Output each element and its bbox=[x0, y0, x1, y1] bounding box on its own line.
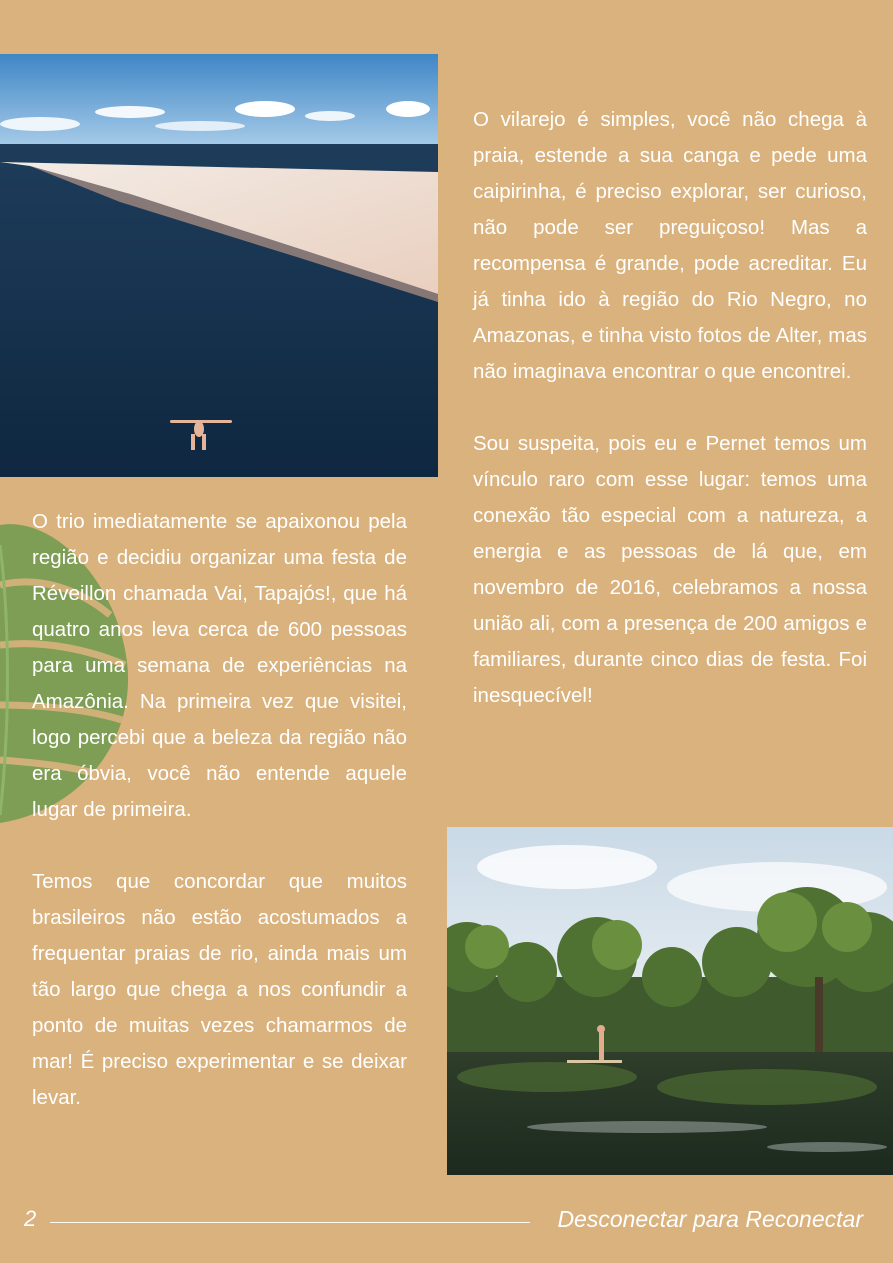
paragraph: O trio imediatamente se apaixonou pela região e decidiu organizar uma festa de Réveillon chamada Vai, Tapajós!, que há quatro anos leva cerca de 600 pessoas para uma semana de experiências na Amazônia. Na primeira vez que visitei, logo percebi que a beleza da região não era óbvia, você não entende aquele lugar de primeira. bbox=[32, 510, 407, 821]
paragraph: Sou suspeita, pois eu e Pernet temos um vínculo raro com esse lugar: temos uma conexão tão especial com a natureza, a energia e as pessoas de lá que, em novembro de 2016, celebramos a nossa união ali, com a presença de 200 amigos e familiares, durante cinco dias de festa. Foi inesquecível! bbox=[473, 432, 867, 707]
forest-photo bbox=[447, 827, 893, 1175]
beach-photo bbox=[0, 54, 438, 477]
left-text-column bbox=[32, 504, 407, 1116]
right-text-column bbox=[473, 102, 867, 714]
publication-title: Desconectar para Reconectar bbox=[557, 1206, 863, 1232]
footer-divider bbox=[50, 1222, 530, 1223]
page-number: 2 bbox=[24, 1206, 37, 1231]
paragraph: O vilarejo é simples, você não chega à praia, estende a sua canga e pede uma caipirinha, é preciso explorar, ser curioso, não pode ser preguiçoso! Mas a recompensa é grande, pode acreditar. Eu já tinha ido à região do Rio Negro, no Amazonas, e tinha visto fotos de Alter, mas não imaginava encontrar o que encontrei. bbox=[473, 108, 867, 383]
paragraph: Temos que concordar que muitos brasileiros não estão acostumados a frequentar praias de rio, ainda mais um tão largo que chega a nos confundir a ponto de muitas vezes chamarmos de mar! É preciso experimentar e se deixar levar. bbox=[32, 870, 407, 1109]
